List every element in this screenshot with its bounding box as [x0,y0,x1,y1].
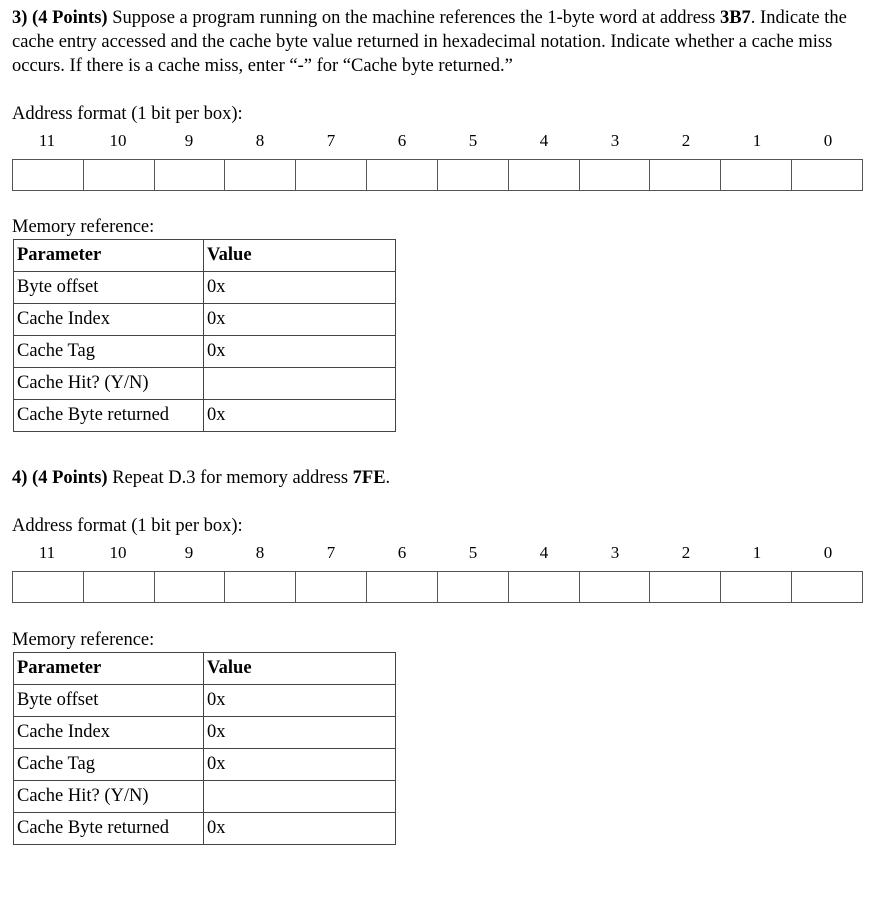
value-byte-offset[interactable]: 0x [204,685,396,717]
bit-box-8[interactable] [224,572,295,602]
table-row [14,749,396,781]
bit-box-2[interactable] [649,160,720,190]
address-format-label-q4: Address format (1 bit per box): [12,516,243,536]
value-cache-tag[interactable]: 0x [204,336,396,368]
param-cache-index: Cache Index [14,304,204,336]
bit-number: 6 [397,543,407,562]
table-header-row [14,653,396,685]
question-4-points: (4 Points) [32,468,108,488]
value-cache-index[interactable]: 0x [204,304,396,336]
param-byte-offset: Byte offset [14,685,204,717]
question-3-number: 3) [12,8,28,28]
param-byte-offset: Byte offset [14,272,204,304]
bit-number: 10 [109,131,127,150]
value-cache-index[interactable]: 0x [204,717,396,749]
table-row [14,272,396,304]
bit-box-0[interactable] [791,572,862,602]
bit-box-3[interactable] [579,160,650,190]
address-bit-boxes-q4 [12,571,863,603]
param-cache-tag: Cache Tag [14,336,204,368]
table-row [14,813,396,845]
bit-number: 5 [468,131,478,150]
value-cache-byte-returned[interactable]: 0x [204,400,396,432]
memory-reference-table-q3 [13,239,396,432]
table-row [14,336,396,368]
address-format-label-q3: Address format (1 bit per box): [12,104,243,124]
value-cache-byte-returned[interactable]: 0x [204,813,396,845]
table-row [14,304,396,336]
address-bit-boxes-q3 [12,159,863,191]
bit-number: 2 [681,131,691,150]
param-cache-hit: Cache Hit? (Y/N) [14,781,204,813]
bit-box-7[interactable] [295,160,366,190]
bit-box-10[interactable] [83,572,154,602]
bit-number: 1 [752,543,762,562]
bit-number: 6 [397,131,407,150]
param-cache-hit: Cache Hit? (Y/N) [14,368,204,400]
bit-box-5[interactable] [437,572,508,602]
bit-box-3[interactable] [579,572,650,602]
table-header-row [14,240,396,272]
bit-number: 0 [823,543,833,562]
bit-number: 2 [681,543,691,562]
question-3-address: 3B7 [719,8,751,28]
header-value: Value [204,653,396,685]
bit-number: 1 [752,131,762,150]
header-parameter: Parameter [14,240,204,272]
question-4-text-b: . [385,468,391,488]
header-value: Value [204,240,396,272]
param-cache-index: Cache Index [14,717,204,749]
bit-number: 5 [468,543,478,562]
bit-box-0[interactable] [791,160,862,190]
question-4-text-a: Repeat D.3 for memory address [107,468,353,488]
bit-box-10[interactable] [83,160,154,190]
bit-numbers-q4 [12,543,863,565]
param-cache-byte-returned: Cache Byte returned [14,400,204,432]
memory-reference-label-q4: Memory reference: [12,630,155,650]
question-4-address: 7FE [352,468,386,488]
table-row [14,685,396,717]
bit-box-6[interactable] [366,572,437,602]
value-byte-offset[interactable]: 0x [204,272,396,304]
bit-box-4[interactable] [508,572,579,602]
header-parameter: Parameter [14,653,204,685]
table-row [14,368,396,400]
memory-reference-table-q4 [13,652,396,845]
memory-reference-label-q3: Memory reference: [12,217,155,237]
bit-number: 9 [184,131,194,150]
bit-number: 8 [255,543,265,562]
bit-box-1[interactable] [720,160,791,190]
table-row [14,781,396,813]
question-4-number: 4) [12,468,28,488]
question-3-text [12,6,872,78]
bit-numbers-q3 [12,131,863,153]
bit-number: 3 [610,543,620,562]
bit-box-9[interactable] [154,572,225,602]
param-cache-byte-returned: Cache Byte returned [14,813,204,845]
bit-number: 8 [255,131,265,150]
param-cache-tag: Cache Tag [14,749,204,781]
bit-box-8[interactable] [224,160,295,190]
bit-number: 9 [184,543,194,562]
bit-box-2[interactable] [649,572,720,602]
bit-box-11[interactable] [13,160,83,190]
table-row [14,400,396,432]
bit-box-4[interactable] [508,160,579,190]
bit-number: 0 [823,131,833,150]
value-cache-hit[interactable] [204,368,396,400]
bit-box-6[interactable] [366,160,437,190]
bit-box-1[interactable] [720,572,791,602]
table-row [14,717,396,749]
question-3-text-b: . Indicate the cache entry accessed and the cache byte value returned in hexadecimal notation. Indicate whether a cache miss occurs. If there is a cache miss, enter “-” for “Cache byte returned.” [12,8,847,76]
bit-box-9[interactable] [154,160,225,190]
question-4-text [12,466,872,490]
bit-number: 11 [38,543,56,562]
question-3-text-a: Suppose a program running on the machine references the 1-byte word at address [107,8,720,28]
bit-number: 7 [326,131,336,150]
bit-number: 3 [610,131,620,150]
bit-number: 10 [109,543,127,562]
question-3-points: (4 Points) [32,8,108,28]
bit-box-5[interactable] [437,160,508,190]
bit-number: 7 [326,543,336,562]
bit-number: 11 [38,131,56,150]
bit-number: 4 [539,543,549,562]
value-cache-tag[interactable]: 0x [204,749,396,781]
value-cache-hit[interactable] [204,781,396,813]
bit-box-7[interactable] [295,572,366,602]
bit-number: 4 [539,131,549,150]
bit-box-11[interactable] [13,572,83,602]
